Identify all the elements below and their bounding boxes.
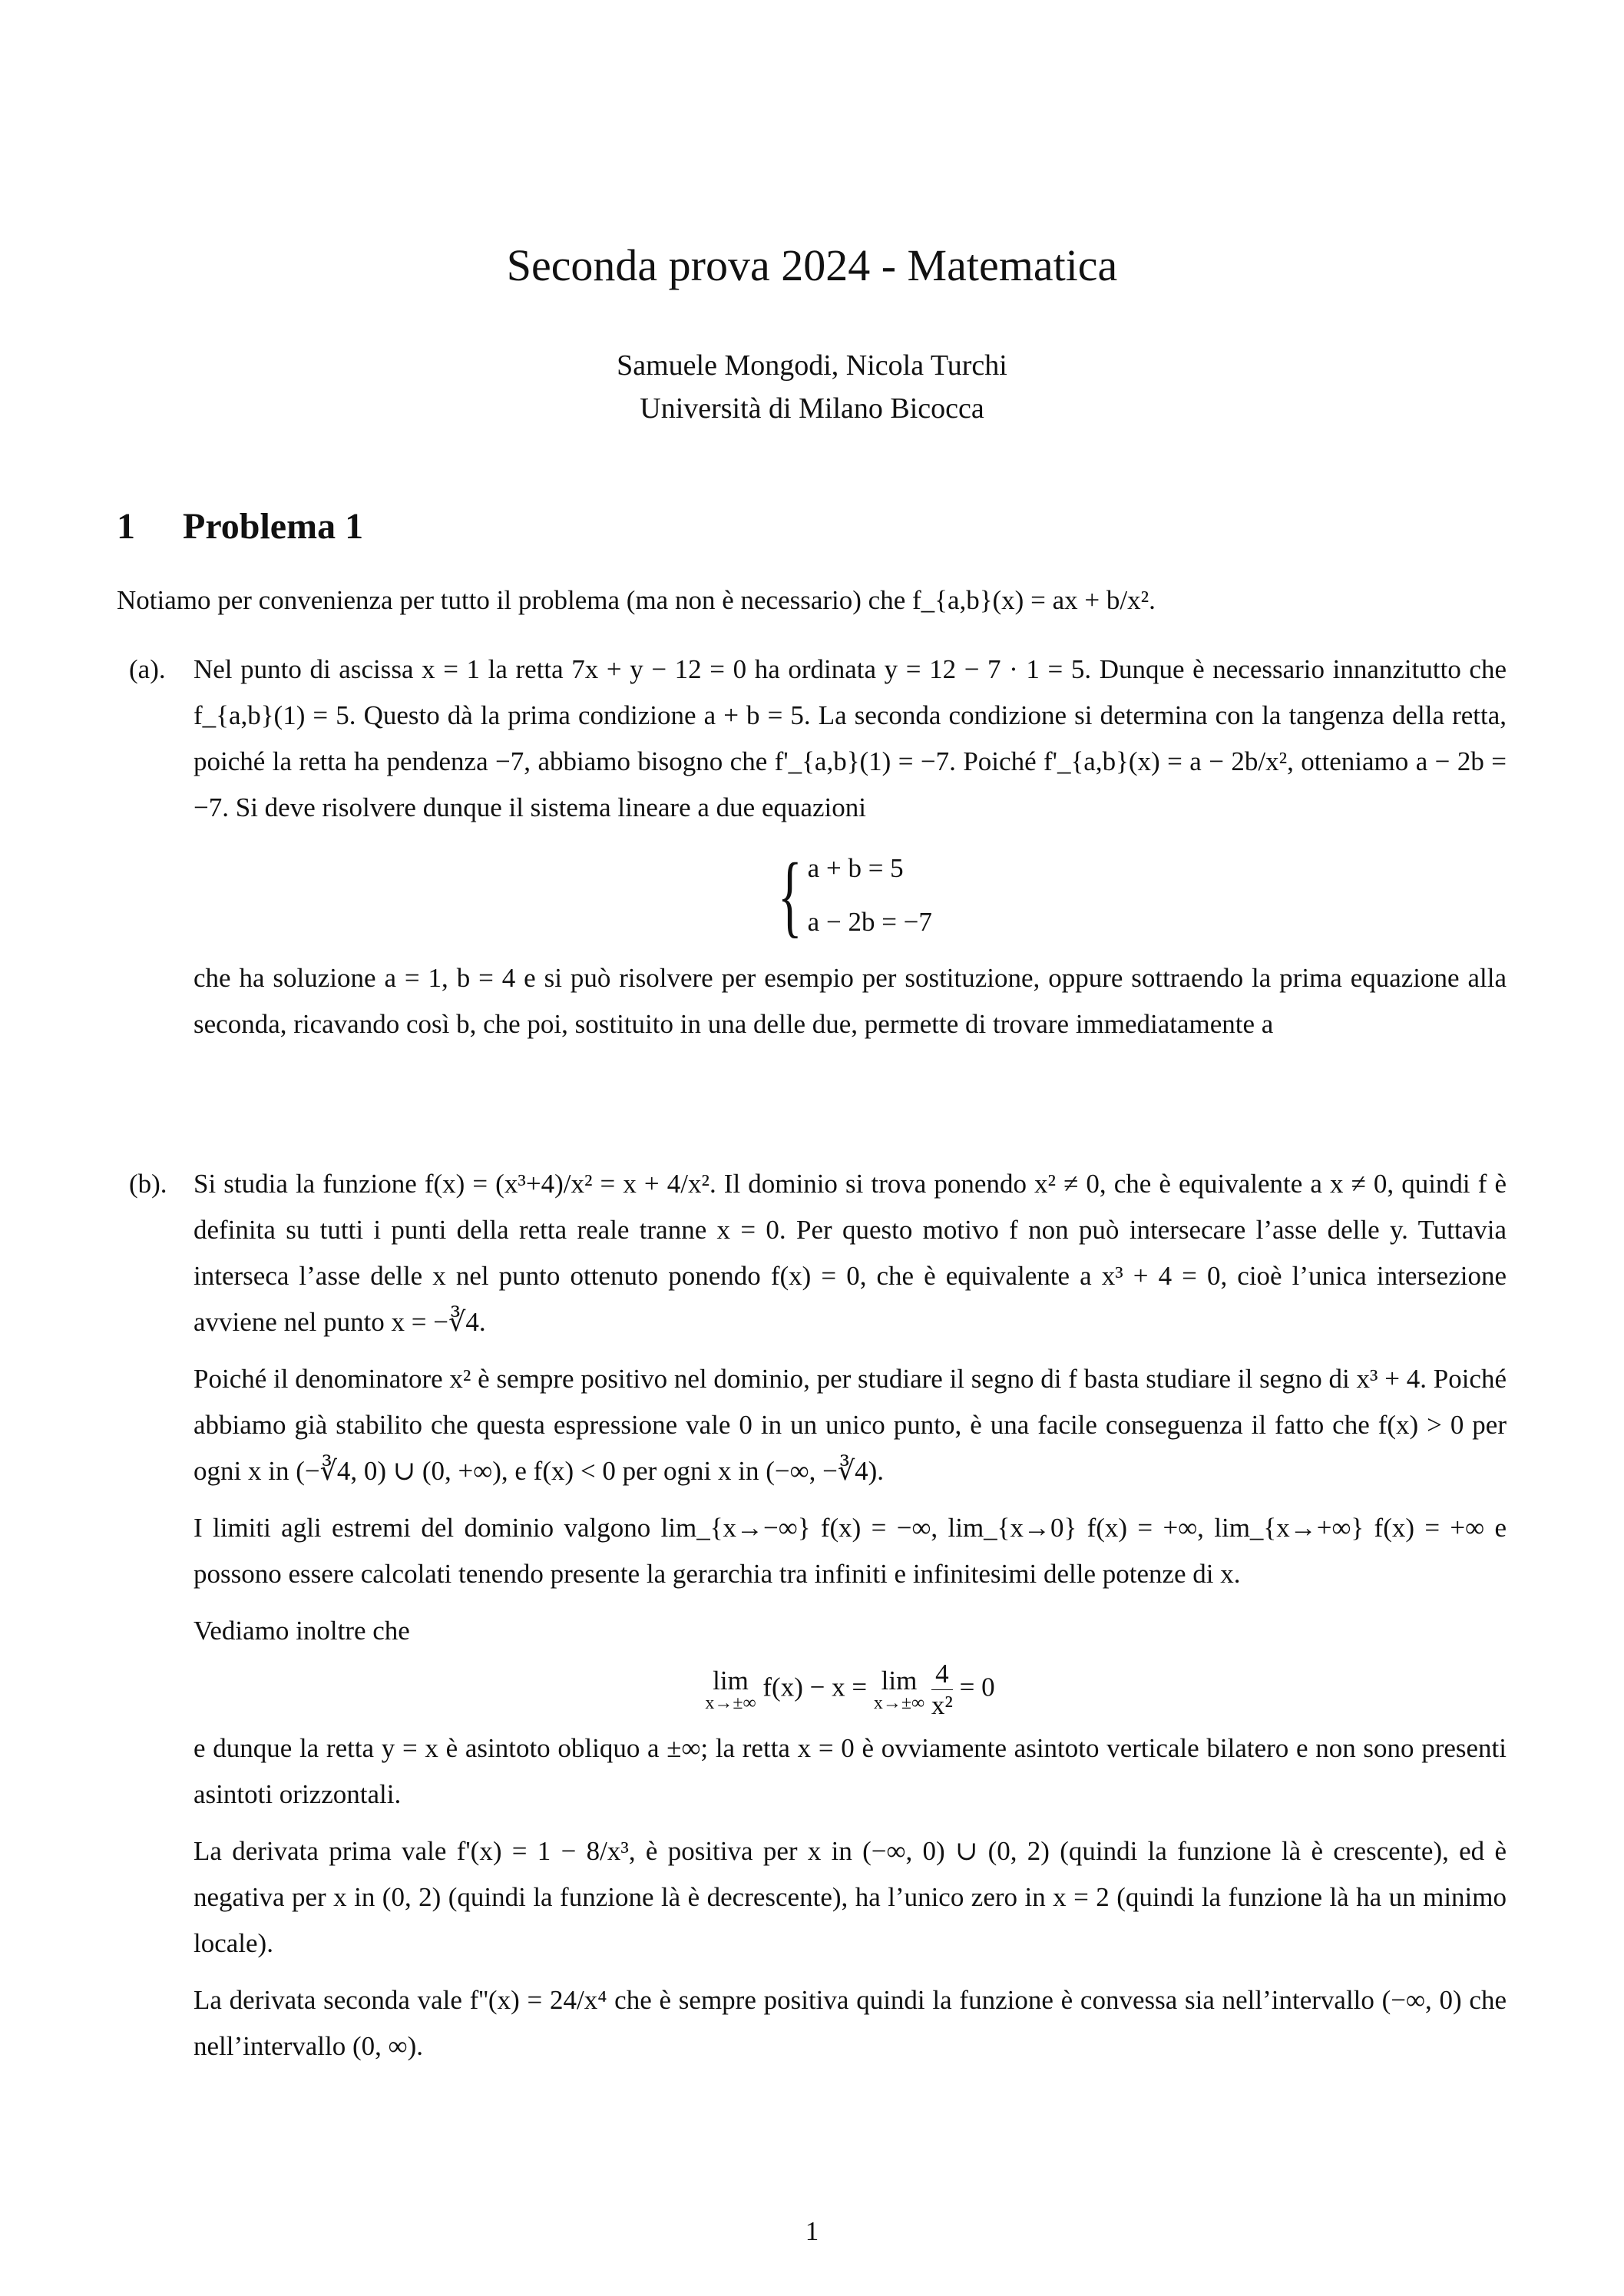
item-label: (b). (129, 1169, 167, 1199)
item-a (117, 647, 1507, 1058)
authors: Samuele Mongodi, Nicola Turchi (617, 349, 1007, 382)
item-a-solution: che ha soluzione a = 1, b = 4 e si può risolvere per esempio per sostituzione, oppure sottraendo la prima equazione alla seconda, ricavando così b, che poi, sostituito in una delle due, permette di trovare immediatamente a (193, 963, 1507, 1039)
section-number: 1 (117, 506, 135, 547)
section-title: Problema 1 (183, 506, 364, 547)
section-heading (117, 505, 363, 548)
limit-equation: lim x→±∞ f(x) − x = lim x→±∞ $\frac{4}{\text{x²}}$ = 0 (705, 1659, 995, 1720)
first-derivative-paragraph: La derivata prima vale f'(x) = 1 − 8/x³, è positiva per x in (−∞, 0) ∪ (0, 2) (quindi la funzione là è crescente), ed è negativa per x in (0, 2) (quindi la funzione là è decrescente), ha l’unico zero in x = 2 (quindi la funzione là ha un minimo locale). (193, 1836, 1507, 1958)
affiliation: Università di Milano Bicocca (640, 392, 984, 425)
item-label: (a). (129, 654, 166, 684)
domain-paragraph: Si studia la funzione f(x) = (x³+4)/x² = x + 4/x². Il dominio si trova ponendo x² ≠ 0, che è equivalente a x ≠ 0, quindi f è definita su tutti i punti della retta reale tranne x = 0. Per questo motivo f non può intersecare l’asse delle y. Tuttavia interseca l’asse delle x nel punto ottenuto ponendo f(x) = 0, che è equivalente a x³ + 4 = 0, cioè l’unica intersezione avviene nel punto x = −∛4. (193, 1169, 1507, 1337)
equation-1: a + b = 5 (807, 853, 904, 883)
second-derivative-paragraph: La derivata seconda vale f''(x) = 24/x⁴ che è sempre positiva quindi la funzione è convessa sia nell’intervallo (−∞, 0) che nell’intervallo (0, ∞). (193, 1985, 1507, 2061)
sign-paragraph: Poiché il denominatore x² è sempre positivo nel dominio, per studiare il segno di f basta studiare il segno di x³ + 4. Poiché abbiamo già stabilito che questa espressione vale 0 in un unico punto, è una facile conseguenza il fatto che f(x) > 0 per ogni x in (−∛4, 0) ∪ (0, +∞), e f(x) < 0 per ogni x in (−∞, −∛4). (193, 1364, 1507, 1486)
equation-2: a − 2b = −7 (807, 907, 932, 937)
limits-paragraph: I limiti agli estremi del dominio valgono lim_{x→−∞} f(x) = −∞, lim_{x→0} f(x) = +∞, lim_{x→+∞} f(x) = +∞ e possono essere calcolati tenendo presente la gerarchia tra infiniti e infinitesimi delle potenze di x. (193, 1513, 1507, 1589)
asymptote-intro: Vediamo inoltre che (193, 1616, 410, 1646)
intro-paragraph: Notiamo per convenienza per tutto il problema (ma non è necessario) che f_{a,b}(x) = ax + b/x². (117, 585, 1156, 615)
asymptote-paragraph: e dunque la retta y = x è asintoto obliquo a ±∞; la retta x = 0 è ovviamente asintoto verticale bilatero e non sono presenti asintoti orizzontali. (193, 1733, 1507, 1809)
item-a-paragraph: Nel punto di ascissa x = 1 la retta 7x + y − 12 = 0 ha ordinata y = 12 − 7 · 1 = 5. Dunque è necessario innanzitutto che f_{a,b}(1) = 5. Questo dà la prima condizione a + b = 5. La seconda condizione si determina con la tangenza della retta, poiché la retta ha pendenza −7, abbiamo bisogno che f'_{a,b}(1) = −7. Poiché f'_{a,b}(x) = a − 2b/x², otteniamo a − 2b = −7. Si deve risolvere dunque il sistema lineare a due equazioni (193, 654, 1507, 822)
author-block (0, 344, 1624, 430)
document-title: Seconda prova 2024 - Matematica (506, 240, 1118, 290)
brace-symbol: { (778, 844, 802, 946)
equation-system (193, 842, 1507, 949)
item-b (117, 1161, 1507, 2080)
page-number: 1 (805, 2216, 819, 2246)
